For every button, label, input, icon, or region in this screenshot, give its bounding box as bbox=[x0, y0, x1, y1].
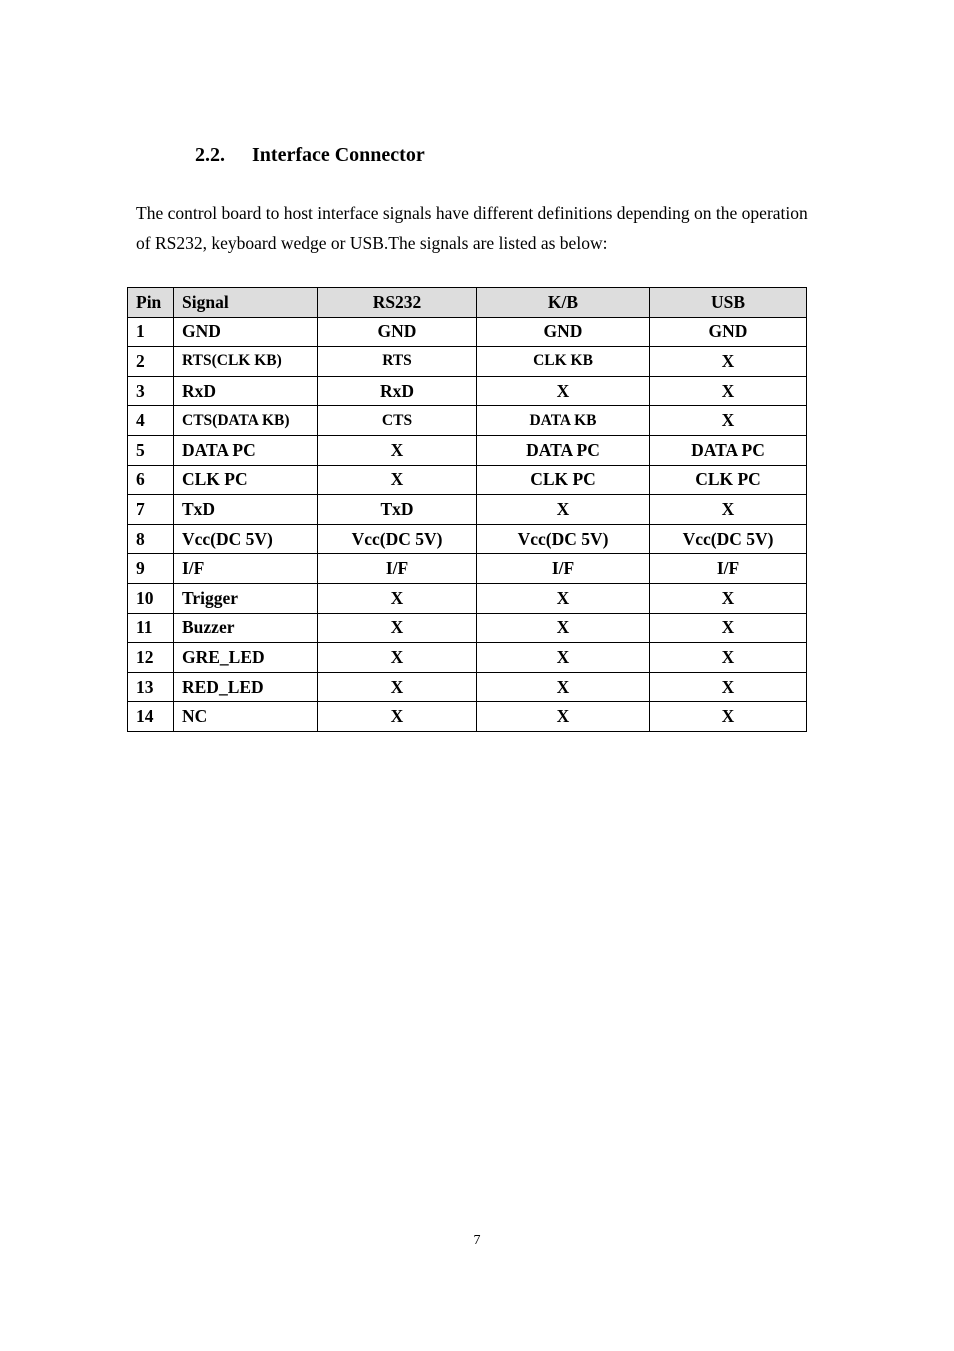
table-row bbox=[128, 643, 807, 673]
cell-signal: Trigger bbox=[174, 583, 318, 613]
table-header-row bbox=[128, 288, 807, 318]
cell-kb: X bbox=[477, 376, 650, 406]
cell-pin: 7 bbox=[128, 495, 174, 525]
table-row bbox=[128, 465, 807, 495]
table-row bbox=[128, 613, 807, 643]
cell-signal: GND bbox=[174, 317, 318, 347]
cell-signal: RxD bbox=[174, 376, 318, 406]
cell-rs232: I/F bbox=[318, 554, 477, 584]
cell-kb: DATA KB bbox=[477, 406, 650, 436]
cell-kb: CLK KB bbox=[477, 347, 650, 377]
header-kb: K/B bbox=[477, 288, 650, 318]
cell-pin: 1 bbox=[128, 317, 174, 347]
header-usb: USB bbox=[650, 288, 807, 318]
table-row bbox=[128, 435, 807, 465]
cell-signal: Buzzer bbox=[174, 613, 318, 643]
cell-usb: X bbox=[650, 672, 807, 702]
cell-kb: X bbox=[477, 613, 650, 643]
cell-pin: 5 bbox=[128, 435, 174, 465]
header-signal: Signal bbox=[174, 288, 318, 318]
cell-rs232: X bbox=[318, 643, 477, 673]
cell-rs232: X bbox=[318, 672, 477, 702]
intro-paragraph: The control board to host interface signals have different definitions depending on the operation of RS232, keyboard wedge or USB.The signals are listed as below: bbox=[136, 203, 808, 253]
cell-rs232: CTS bbox=[318, 406, 477, 436]
cell-usb: X bbox=[650, 406, 807, 436]
page-number: 7 bbox=[473, 1233, 481, 1248]
cell-signal: TxD bbox=[174, 495, 318, 525]
cell-kb: I/F bbox=[477, 554, 650, 584]
cell-kb: X bbox=[477, 672, 650, 702]
table-row bbox=[128, 554, 807, 584]
table-row bbox=[128, 406, 807, 436]
cell-rs232: RxD bbox=[318, 376, 477, 406]
cell-signal: CLK PC bbox=[174, 465, 318, 495]
header-rs232: RS232 bbox=[318, 288, 477, 318]
cell-pin: 9 bbox=[128, 554, 174, 584]
cell-pin: 11 bbox=[128, 613, 174, 643]
cell-usb: X bbox=[650, 613, 807, 643]
cell-pin: 2 bbox=[128, 347, 174, 377]
table-row bbox=[128, 376, 807, 406]
table-row bbox=[128, 495, 807, 525]
cell-kb: X bbox=[477, 495, 650, 525]
cell-pin: 12 bbox=[128, 643, 174, 673]
cell-kb: X bbox=[477, 643, 650, 673]
cell-pin: 4 bbox=[128, 406, 174, 436]
cell-usb: X bbox=[650, 495, 807, 525]
cell-rs232: Vcc(DC 5V) bbox=[318, 524, 477, 554]
cell-kb: Vcc(DC 5V) bbox=[477, 524, 650, 554]
cell-usb: CLK PC bbox=[650, 465, 807, 495]
cell-usb: GND bbox=[650, 317, 807, 347]
interface-pin-table bbox=[127, 287, 807, 732]
header-pin: Pin bbox=[128, 288, 174, 318]
cell-rs232: GND bbox=[318, 317, 477, 347]
cell-pin: 10 bbox=[128, 583, 174, 613]
table-row bbox=[128, 583, 807, 613]
cell-rs232: X bbox=[318, 435, 477, 465]
table-row bbox=[128, 317, 807, 347]
cell-signal: Vcc(DC 5V) bbox=[174, 524, 318, 554]
cell-usb: X bbox=[650, 702, 807, 732]
cell-usb: X bbox=[650, 583, 807, 613]
table-row bbox=[128, 702, 807, 732]
cell-rs232: X bbox=[318, 465, 477, 495]
section-heading bbox=[195, 144, 425, 167]
cell-pin: 6 bbox=[128, 465, 174, 495]
cell-usb: X bbox=[650, 643, 807, 673]
cell-usb: DATA PC bbox=[650, 435, 807, 465]
cell-kb: X bbox=[477, 583, 650, 613]
cell-rs232: X bbox=[318, 613, 477, 643]
cell-rs232: TxD bbox=[318, 495, 477, 525]
cell-pin: 8 bbox=[128, 524, 174, 554]
cell-signal: GRE_LED bbox=[174, 643, 318, 673]
table-row bbox=[128, 672, 807, 702]
table-row bbox=[128, 524, 807, 554]
section-title: Interface Connector bbox=[252, 144, 425, 166]
cell-signal: NC bbox=[174, 702, 318, 732]
cell-signal: I/F bbox=[174, 554, 318, 584]
cell-signal: DATA PC bbox=[174, 435, 318, 465]
cell-rs232: RTS bbox=[318, 347, 477, 377]
cell-usb: Vcc(DC 5V) bbox=[650, 524, 807, 554]
cell-pin: 13 bbox=[128, 672, 174, 702]
cell-kb: CLK PC bbox=[477, 465, 650, 495]
cell-signal: CTS(DATA KB) bbox=[174, 406, 318, 436]
cell-kb: X bbox=[477, 702, 650, 732]
cell-rs232: X bbox=[318, 583, 477, 613]
cell-usb: X bbox=[650, 376, 807, 406]
table-row bbox=[128, 347, 807, 377]
cell-signal: RTS(CLK KB) bbox=[174, 347, 318, 377]
section-number: 2.2. bbox=[195, 144, 225, 166]
cell-usb: X bbox=[650, 347, 807, 377]
cell-usb: I/F bbox=[650, 554, 807, 584]
cell-kb: GND bbox=[477, 317, 650, 347]
cell-signal: RED_LED bbox=[174, 672, 318, 702]
cell-kb: DATA PC bbox=[477, 435, 650, 465]
cell-pin: 3 bbox=[128, 376, 174, 406]
cell-pin: 14 bbox=[128, 702, 174, 732]
cell-rs232: X bbox=[318, 702, 477, 732]
